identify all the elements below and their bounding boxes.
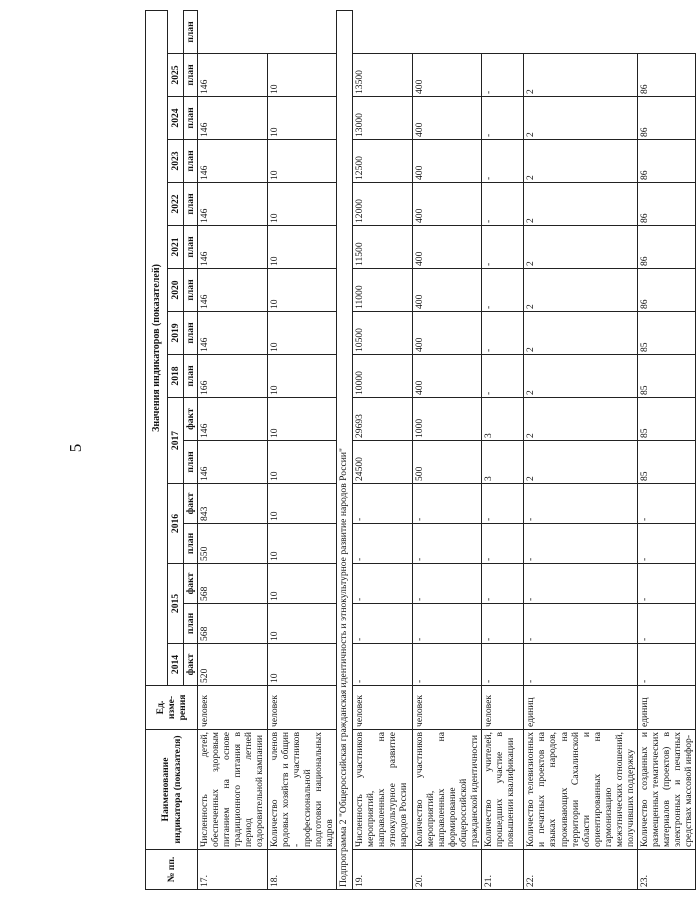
value-cell: - [482,54,524,97]
unit-cell: человек [353,686,413,730]
value-cell: - [637,484,695,524]
value-cell: - [413,484,482,524]
value-cell: 146 [198,441,268,484]
header-year: 2021 [168,226,184,269]
value-cell: - [482,226,524,269]
value-cell: 400 [413,226,482,269]
unit-cell: единиц [524,686,637,730]
value-cell: 10 [268,312,337,355]
header-year: 2016 [168,484,184,564]
value-cell: - [482,355,524,398]
row-number: 19. [353,850,413,890]
indicator-name: Количество телевизионных и печатных проектов на языках народов, проживающих на территории Сахалинской области и ориентированных на гармонизацию межэтнических отношений, получивших поддержку [524,730,637,850]
value-cell: 400 [413,183,482,226]
row-number: 23. [637,850,695,890]
table-row [524,10,637,889]
value-cell: 400 [413,355,482,398]
unit-cell: единиц [637,686,695,730]
value-cell: 568 [198,604,268,644]
value-cell: 400 [413,312,482,355]
value-cell: 2 [524,355,637,398]
value-cell: - [413,564,482,604]
header-unit: Ед. изме- рения [146,686,198,730]
value-cell: - [482,312,524,355]
value-cell: - [353,564,413,604]
header-year: 2018 [168,355,184,398]
value-cell: - [482,604,524,644]
value-cell: 10000 [353,355,413,398]
value-cell: - [637,564,695,604]
unit-cell: человек [413,686,482,730]
value-cell: 146 [198,97,268,140]
value-cell: 10 [268,644,337,686]
indicator-name: Численность детей, обеспеченных здоровым питанием на основе традиционного питания в период летней оздоровительной кампании [198,730,268,850]
table-row [268,10,337,889]
value-cell: 86 [637,183,695,226]
header-year: 2014 [168,644,184,686]
header-year: 2024 [168,97,184,140]
value-cell: 2 [524,183,637,226]
table-row [637,10,695,889]
header-year: 2025 [168,54,184,97]
value-cell: 10 [268,564,337,604]
header-year: 2017 [168,398,184,484]
value-cell: - [413,524,482,564]
value-cell: - [482,183,524,226]
value-cell: 10 [268,355,337,398]
value-cell: 29693 [353,398,413,441]
value-cell: 12000 [353,183,413,226]
value-cell: - [524,484,637,524]
value-cell: - [637,604,695,644]
header-sub: план [184,97,198,140]
value-cell: - [482,269,524,312]
value-cell: 2 [524,312,637,355]
header-year: 2020 [168,269,184,312]
header-year: 2015 [168,564,184,644]
header-sub: план [184,10,198,53]
value-cell: 10 [268,441,337,484]
value-cell: 10 [268,398,337,441]
header-year: 2023 [168,140,184,183]
indicator-name: Количество учителей, прошедших участие в повышении квалификации [482,730,524,850]
value-cell: - [637,644,695,686]
table-row [198,10,268,889]
value-cell: 2 [524,226,637,269]
value-cell: 400 [413,54,482,97]
value-cell: 146 [198,398,268,441]
value-cell: 2 [524,398,637,441]
value-cell: 2 [524,140,637,183]
value-cell: 86 [637,140,695,183]
header-sub: план [184,226,198,269]
value-cell: - [413,604,482,644]
header-values: Значения индикаторов (показателей) [146,10,168,685]
value-cell: 843 [198,484,268,524]
page-number: 5 [66,443,85,453]
value-cell: - [482,97,524,140]
header-sub: план [184,140,198,183]
value-cell: 2 [524,54,637,97]
indicator-name: Количество созданных и размещенных тематических материалов (проектов) в электронных и печатных средствах массовой инфор- [637,730,695,850]
value-cell: 2 [524,97,637,140]
value-cell: 10500 [353,312,413,355]
table-row [482,10,524,889]
header-sub: план [184,604,198,644]
subprogram-title: Подпрограмма 2 "Общероссийская гражданская идентичность и этнокультурное развитие народов России" [337,10,353,889]
value-cell: - [353,484,413,524]
indicator-name: Количество членов родовых хозяйств и общин - участников профессиональной подготовки национальных кадров [268,730,337,850]
header-sub: план [184,355,198,398]
value-cell: 13500 [353,54,413,97]
value-cell: 10 [268,226,337,269]
header-sub: план [184,183,198,226]
value-cell: 2 [524,441,637,484]
value-cell: 146 [198,226,268,269]
header-sub: план [184,441,198,484]
value-cell: 10 [268,604,337,644]
value-cell: - [524,564,637,604]
value-cell: 3 [482,441,524,484]
table-row [413,10,482,889]
value-cell: 10 [268,269,337,312]
value-cell: 85 [637,312,695,355]
row-number: 20. [413,850,482,890]
unit-cell: человек [268,686,337,730]
value-cell: 10 [268,97,337,140]
value-cell: 550 [198,524,268,564]
value-cell: - [482,564,524,604]
header-num: № пп. [146,850,198,890]
row-number: 21. [482,850,524,890]
value-cell: 24500 [353,441,413,484]
unit-cell: человек [482,686,524,730]
value-cell: 146 [198,183,268,226]
indicator-name: Численность участников мероприятий, направленных на этнокультурное развитие народов России [353,730,413,850]
value-cell: - [524,644,637,686]
row-number: 17. [198,850,268,890]
value-cell: 400 [413,97,482,140]
value-cell: 500 [413,441,482,484]
value-cell: 86 [637,97,695,140]
value-cell: 86 [637,226,695,269]
table-body [198,10,696,889]
value-cell: - [637,524,695,564]
header-sub: план [184,269,198,312]
value-cell: - [353,524,413,564]
value-cell: 10 [268,183,337,226]
value-cell: 146 [198,312,268,355]
value-cell: - [482,484,524,524]
value-cell: - [524,604,637,644]
value-cell: - [482,140,524,183]
value-cell: 10 [268,484,337,524]
value-cell: 86 [637,54,695,97]
unit-cell: человек [198,686,268,730]
table-header [146,10,198,889]
header-name: Наименование индикатора (показателя) [146,730,198,850]
value-cell: - [482,644,524,686]
header-sub: факт [184,398,198,441]
value-cell: 12500 [353,140,413,183]
value-cell: - [413,644,482,686]
value-cell: 146 [198,140,268,183]
header-sub: план [184,312,198,355]
rotated-table-wrapper [145,21,694,890]
value-cell: 85 [637,441,695,484]
header-sub: факт [184,564,198,604]
value-cell: 520 [198,644,268,686]
header-year: 2022 [168,183,184,226]
value-cell: 13000 [353,97,413,140]
value-cell: 85 [637,398,695,441]
value-cell: 10 [268,140,337,183]
header-sub: план [184,54,198,97]
subprogram-row [337,10,353,889]
value-cell: - [524,524,637,564]
value-cell: 11500 [353,226,413,269]
value-cell: 86 [637,269,695,312]
value-cell: 10 [268,524,337,564]
value-cell: - [353,604,413,644]
value-cell: 85 [637,355,695,398]
row-number: 22. [524,850,637,890]
value-cell: 400 [413,140,482,183]
value-cell: 1000 [413,398,482,441]
value-cell: 10 [268,54,337,97]
value-cell: 568 [198,564,268,604]
header-sub: факт [184,484,198,524]
header-sub: план [184,524,198,564]
value-cell: 166 [198,355,268,398]
value-cell: 11000 [353,269,413,312]
row-number: 18. [268,850,337,890]
header-sub: факт [184,644,198,686]
value-cell: - [353,644,413,686]
value-cell: - [482,524,524,564]
value-cell: 2 [524,269,637,312]
value-cell: 146 [198,269,268,312]
indicator-name: Количество участников мероприятий, направленных на формирование общероссийской гражданской идентичности [413,730,482,850]
value-cell: 146 [198,54,268,97]
header-year: 2019 [168,312,184,355]
value-cell: 400 [413,269,482,312]
value-cell: 3 [482,398,524,441]
indicators-table [145,10,696,890]
table-row [353,10,413,889]
